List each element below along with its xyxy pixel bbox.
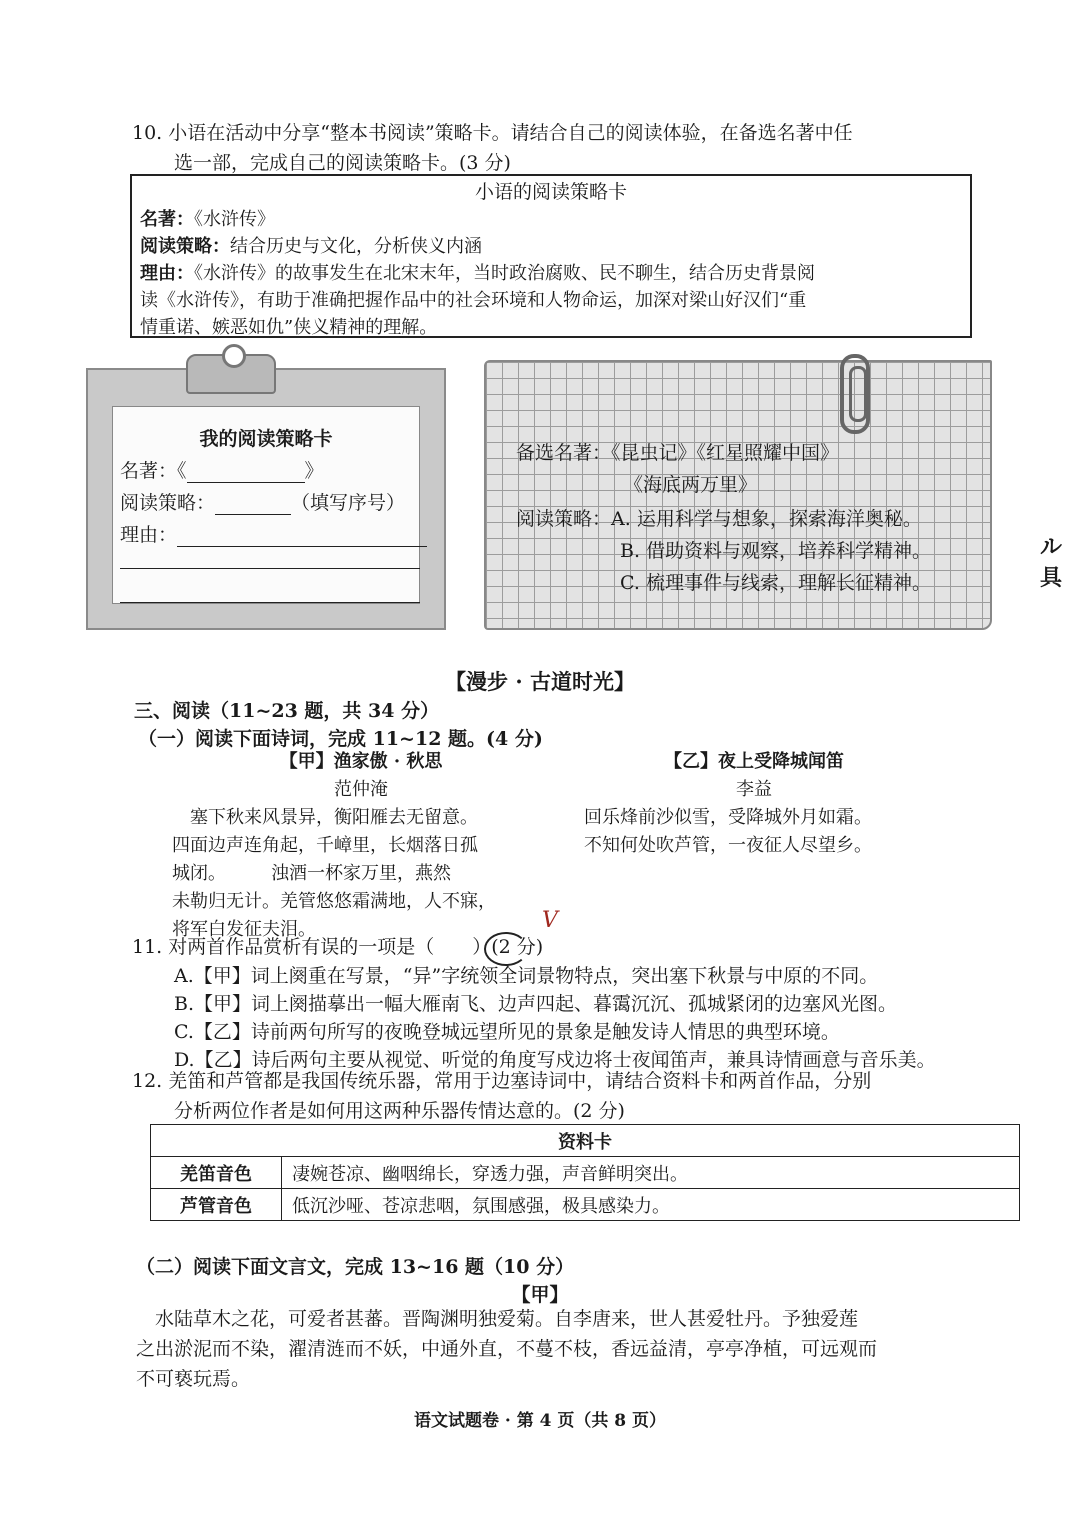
classical-line: 不可亵玩焉。 — [136, 1368, 251, 1390]
my-card-reason-label: 理由： — [120, 524, 178, 546]
poem-a-author: 范仲淹 — [334, 779, 388, 800]
answer-circle-mark — [484, 932, 528, 966]
name-blank[interactable] — [187, 482, 305, 483]
info-table — [150, 1124, 1020, 1221]
q10-line2: 选一部，完成自己的阅读策略卡。(3 分) — [174, 152, 511, 174]
sample-strategy-value: 结合历史与文化，分析侠义内涵 — [230, 236, 482, 257]
paperclip-icon — [840, 354, 870, 434]
q11-option-a[interactable]: A.【甲】词上阕重在写景，“异”字统领全词景物特点，突出塞下秋景与中原的不同。 — [174, 965, 879, 987]
poem-b-title: 【乙】夜上受降城闻笛 — [664, 751, 844, 772]
poem-b-author: 李益 — [736, 779, 772, 800]
my-card-name-close: 》 — [304, 460, 324, 482]
classical-line: 之出淤泥而不染，濯清涟而不妖，中通外直，不蔓不枝，香远益清，亭亭净植，可远观而 — [136, 1338, 878, 1360]
sample-reason-line2: 读《水浒传》，有助于准确把握作品中的社会环境和人物命运，加深对梁山好汉们“重 — [140, 290, 807, 311]
my-card-content — [86, 368, 446, 630]
q11-option-c[interactable]: C.【乙】诗前两句所写的夜晚登城远望所见的景象是触发诗人情思的典型环境。 — [174, 1021, 840, 1043]
poem-b-line: 不知何处吹芦管，一夜征人尽望乡。 — [584, 835, 872, 856]
poem-b-line: 回乐烽前沙似雪，受降城外月如霜。 — [584, 807, 872, 828]
table-row — [151, 1189, 1020, 1221]
option-b: B. 借助资料与观察，培养科学精神。 — [620, 540, 932, 562]
classical-text — [136, 1304, 978, 1394]
sample-reason-line1: 《水浒传》的故事发生在北宋末年，当时政治腐败、民不聊生，结合历史背景阅 — [194, 263, 815, 284]
poem-b — [584, 748, 924, 860]
my-card-strategy-label: 阅读策略： — [120, 492, 216, 514]
q11-stem: 11. 对两首作品赏析有误的一项是（ ）(2 分) — [132, 936, 544, 958]
options-books-line2: 《海底两万里》 — [624, 474, 758, 496]
strategy-blank[interactable] — [215, 514, 291, 515]
sub2-heading: （二）阅读下面文言文，完成 13~16 题（10 分） — [136, 1256, 575, 1278]
poem-a-line: 四面边声连角起，千嶂里，长烟落日孤 — [172, 835, 478, 856]
option-a: A. 运用科学与想象，探索海洋奥秘。 — [611, 508, 922, 530]
reason-blank-3[interactable] — [120, 602, 420, 603]
info-table-header: 资料卡 — [151, 1125, 1020, 1157]
q12-stem — [132, 1066, 871, 1126]
margin-handwriting: ル具 — [1040, 534, 1063, 591]
q10-stem — [132, 118, 853, 178]
my-card-title: 我的阅读策略卡 — [199, 428, 333, 450]
options-books-row — [516, 438, 839, 465]
row-value: 低沉沙哑、苍凉悲咽，氛围感强，极具感染力。 — [282, 1189, 1020, 1221]
q11-option-d[interactable]: D.【乙】诗后两句主要从视觉、听觉的角度写戍边将士夜闻笛声，兼具诗情画意与音乐美。 — [174, 1049, 936, 1071]
reason-blank-2[interactable] — [120, 568, 420, 569]
option-c: C. 梳理事件与线索，理解长征精神。 — [620, 572, 931, 594]
page-footer: 语文试题卷 · 第 4 页（共 8 页） — [413, 1411, 667, 1431]
poem-a-line: 将军白发征夫泪。 — [172, 919, 316, 940]
classical-line: 水陆草木之花，可爱者甚蕃。晋陶渊明独爱菊。自李唐来，世人甚爱牡丹。予独爱莲 — [136, 1308, 859, 1330]
sub2-tag: 【甲】 — [511, 1284, 569, 1306]
my-card-strategy-hint: （填写序号） — [291, 492, 406, 514]
sample-name-value: 《水浒传》 — [194, 209, 275, 230]
sample-name-label: 名著： — [140, 209, 194, 230]
sub1-heading: （一）阅读下面诗词，完成 11~12 题。(4 分) — [138, 728, 543, 750]
q11-option-b[interactable]: B.【甲】词上阕描摹出一幅大雁南飞、边声四起、暮霭沉沉、孤城紧闭的边塞风光图。 — [174, 993, 898, 1015]
my-card-name-row — [120, 456, 324, 483]
row-label: 芦管音色 — [151, 1189, 282, 1221]
my-card-reason-row — [120, 520, 427, 547]
sample-reason-label: 理由： — [140, 263, 194, 284]
options-books-label: 备选名著： — [516, 442, 612, 464]
sample-strategy-card — [130, 174, 972, 338]
answer-check-mark: V — [542, 908, 558, 933]
q11-block — [132, 932, 936, 1074]
sample-strategy-label: 阅读策略： — [140, 236, 230, 257]
poem-a-line: 塞下秋来风景异，衡阳雁去无留意。 — [172, 807, 478, 828]
reason-blank-1[interactable] — [177, 546, 427, 547]
poem-a-line: 未勒归无计。羌管悠悠霜满地，人不寐， — [172, 891, 496, 912]
row-value: 凄婉苍凉、幽咽绵长，穿透力强，声音鲜明突出。 — [282, 1157, 1020, 1189]
my-card-name-label: 名著：《 — [120, 460, 187, 482]
sample-card-title: 小语的阅读策略卡 — [474, 181, 627, 203]
options-strategy-label: 阅读策略： — [516, 508, 612, 530]
options-strategy-row — [516, 504, 922, 531]
poem-a — [172, 748, 550, 944]
row-label: 羌笛音色 — [151, 1157, 282, 1189]
q12-line2: 分析两位作者是如何用这两种乐器传情达意的。(2 分) — [174, 1100, 625, 1122]
q10-line1: 10. 小语在活动中分享“整本书阅读”策略卡。请结合自己的阅读体验，在备选名著中任 — [132, 122, 853, 144]
options-grid-card — [484, 360, 992, 630]
poem-a-line: 城闭。 浊酒一杯家万里，燕然 — [172, 863, 451, 884]
sample-reason-line3: 情重诺、嫉恶如仇”侠义精神的理解。 — [140, 317, 438, 338]
my-card-strategy-row — [120, 488, 405, 515]
q12-line1: 12. 羌笛和芦管都是我国传统乐器，常用于边塞诗词中，请结合资料卡和两首作品，分别 — [132, 1070, 872, 1092]
section-banner: 【漫步 · 古道时光】 — [445, 669, 635, 694]
poem-a-title: 【甲】渔家傲 · 秋思 — [279, 751, 443, 772]
options-books-line1: 《昆虫记》《红星照耀中国》 — [611, 442, 840, 464]
table-row — [151, 1157, 1020, 1189]
part3-heading: 三、阅读（11~23 题，共 34 分） — [134, 700, 440, 722]
